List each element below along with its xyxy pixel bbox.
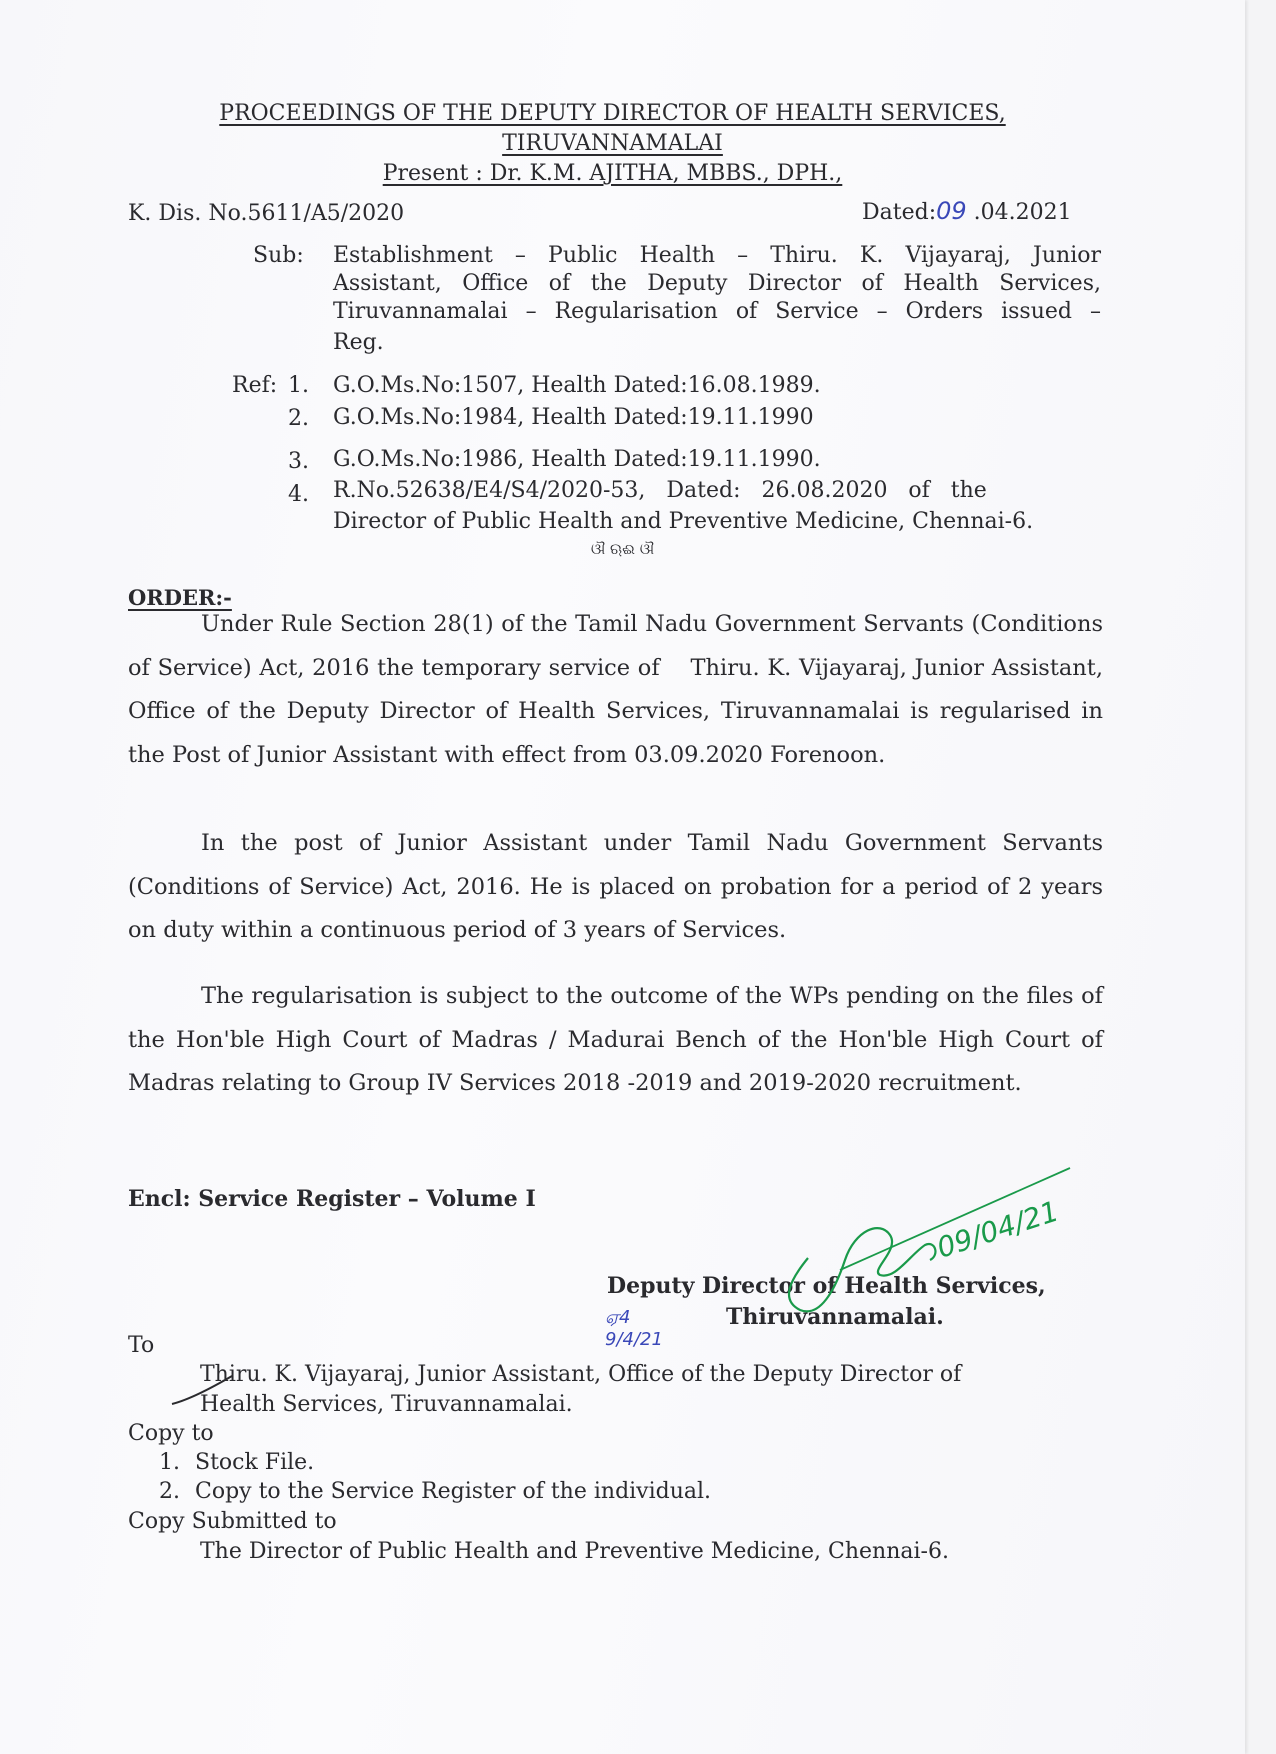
subject-line-2: Assistant, Office of the Deputy Director of Health Services, [333, 271, 1101, 296]
subject-line-1: Establishment – Public Health – Thiru. K. Vijayaraj, Junior [333, 243, 1101, 268]
to-line-1: Thiru. K. Vijayaraj, Junior Assistant, Office of the Deputy Director of [200, 1362, 962, 1387]
order-paragraph-1: Under Rule Section 28(1) of the Tamil Nadu Government Servants (Conditions of Service) Act, 2016 the temporary service of Thiru. K. Vijayaraj, Junior Assistant, Office of the Deputy Director of Health Services, Tiruvannamalai is regularised in the Post of Junior Assistant with effect from 03.09.2020 Forenoon. [128, 611, 1111, 768]
copy-to-label: Copy to [128, 1421, 214, 1446]
dated-day-handwritten: 09 [936, 197, 967, 225]
ref-number-2: 2. [288, 406, 309, 431]
copy-to-text-1: Stock File. [195, 1450, 315, 1475]
enclosure: Encl: Service Register – Volume I [128, 1186, 536, 1212]
ref-text-2: G.O.Ms.No:1984, Health Dated:19.11.1990 [333, 405, 814, 430]
ref-text-4-continued: Director of Public Health and Preventive Medicine, Chennai-6. [333, 509, 1034, 534]
order-heading: ORDER:- [128, 585, 232, 610]
ref-number-3: 3. [288, 449, 309, 474]
copy-to-number-2: 2. [159, 1479, 180, 1504]
order-paragraph-3: The regularisation is subject to the outcome of the WPs pending on the files of the Hon'ble High Court of Madras / Madurai Bench of the Hon'ble High Court of Madras relating to Group IV Services 2018 -2019 and 2019-2020 recruitment. [128, 983, 1103, 1096]
subject-line-4: Reg. [333, 330, 384, 355]
subject-label: Sub: [253, 243, 304, 268]
signatory-place: Thiruvannamalai. [726, 1304, 944, 1330]
clerk-initial-top: ஏ4 [605, 1307, 631, 1328]
copy-submitted-line: The Director of Public Health and Preventive Medicine, Chennai-6. [200, 1539, 949, 1564]
order-paragraph-2: In the post of Junior Assistant under Tamil Nadu Government Servants (Conditions of Service) Act, 2016. He is placed on probation for a period of 2 years on duty within a continuous period of 3 years of Services. [128, 830, 1103, 943]
copy-to-text-2: Copy to the Service Register of the individual. [195, 1479, 712, 1504]
ref-text-1: G.O.Ms.No:1507, Health Dated:16.08.1989. [333, 373, 821, 398]
copy-submitted-label: Copy Submitted to [128, 1509, 337, 1534]
ref-number-1: 1. [288, 373, 309, 398]
header-line-1: PROCEEDINGS OF THE DEPUTY DIRECTOR OF HEALTH SERVICES, [219, 101, 1006, 126]
to-label: To [128, 1333, 155, 1358]
header-line-2: TIRUVANNAMALAI [502, 131, 723, 156]
ref-text-4: R.No.52638/E4/S4/2020-53, Dated: 26.08.2020 of the [333, 478, 987, 503]
dated-rest: .04.2021 [966, 200, 1072, 225]
header-present: Present : Dr. K.M. AJITHA, MBBS., DPH., [382, 161, 843, 186]
ornament-divider: ଔ ଋଈ ଔ [590, 540, 655, 558]
dated [862, 197, 1072, 225]
copy-to-number-1: 1. [159, 1450, 180, 1475]
ref-text-3: G.O.Ms.No:1986, Health Dated:19.11.1990. [333, 447, 821, 472]
signature-scribble [760, 1160, 1080, 1320]
clerk-initial [605, 1307, 663, 1351]
file-number: K. Dis. No.5611/A5/2020 [128, 201, 405, 226]
signatory-designation: Deputy Director of Health Services, [607, 1273, 1046, 1299]
ref-number-4: 4. [288, 482, 309, 507]
ref-label: Ref: [232, 373, 278, 398]
dated-prefix: Dated: [862, 200, 937, 225]
tick-mark [168, 1372, 238, 1408]
signature-date-handwritten: 09/04/21 [932, 1194, 1063, 1265]
subject-line-3: Tiruvannamalai – Regularisation of Service – Orders issued – [333, 299, 1101, 324]
clerk-initial-date: 9/4/21 [605, 1329, 663, 1350]
to-line-2: Health Services, Tiruvannamalai. [200, 1392, 573, 1417]
